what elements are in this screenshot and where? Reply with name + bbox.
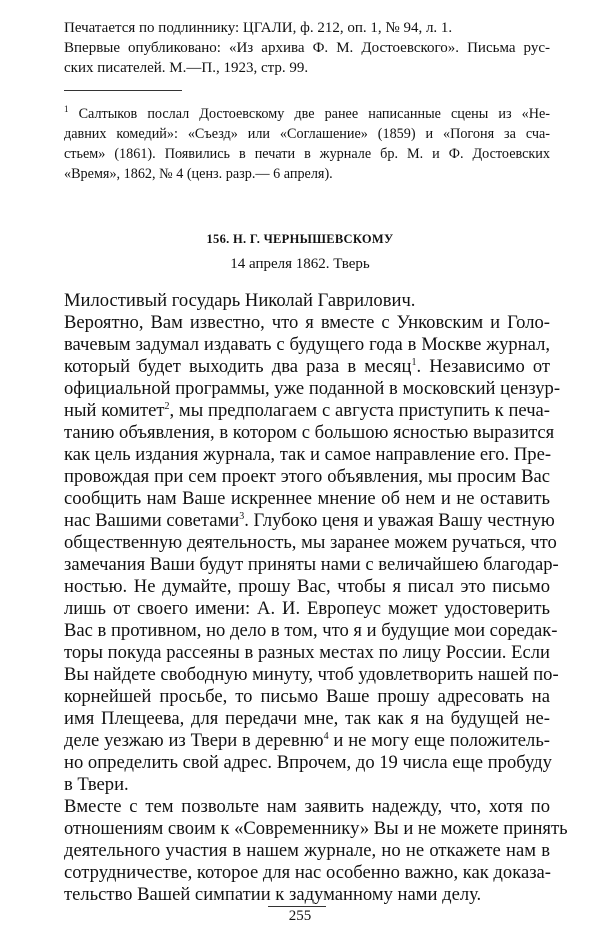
note-marker: 1: [411, 357, 417, 368]
letter-line: сообщить нам Ваше искреннее мнение об нем и не оставить: [64, 488, 550, 509]
letter-line: нас Вашими советами$^3$. Глубоко ценя и уважая Вашу честную: [64, 510, 555, 531]
letter-line: который будет выходить два раза в месяц$^1$. Независимо от: [64, 356, 551, 377]
note-marker: 4: [323, 731, 329, 742]
source-note-line-2: Впервые опубликовано: «Из архива Ф. М. Достоевского». Письма рус-: [64, 40, 550, 56]
letter-line: но определить свой адрес. Впрочем, до 19 числа еще пробуду: [64, 752, 552, 773]
footnote-separator: [64, 90, 182, 91]
footnote-line-1: [64, 106, 550, 123]
footnote-line-2: давних комедий»: «Съезд» или «Соглашение» (1859) и «Погоня за сча-: [64, 126, 550, 142]
letter-line: Вероятно, Вам известно, что я вместе с Унковским и Голо-: [64, 312, 550, 333]
footnote-line-3: стьем» (1861). Появились в печати в журнале бр. М. и Ф. Достоевских: [64, 146, 550, 162]
footnote-line-4: «Время», 1862, № 4 (ценз. разр.— 6 апреля).: [64, 166, 333, 182]
letter-line: деле уезжаю из Твери в деревню$^4$ и не могу еще положитель-: [64, 730, 550, 751]
letter-line: официальной программы, уже поданной в московский цензур-: [64, 378, 561, 399]
source-note-line-3: ских писателей. М.—П., 1923, стр. 99.: [64, 60, 309, 76]
letter-line: лишь от своего имени: А. И. Европеус может удостоверить: [64, 598, 550, 619]
letter-heading: 156. Н. Г. ЧЕРНЫШЕВСКОМУ: [206, 232, 394, 246]
letter-line: имя Плещеева, для передачи мне, так как я на будущей не-: [64, 708, 550, 729]
letter-line: замечания Ваши будут приняты нами с величайшею благодар-: [64, 554, 559, 575]
footnote-text: Салтыков послал Достоевскому две ранее написанные сцены из «Не-: [78, 106, 550, 122]
letter-line: вачевым задумал издавать с будущего года в Москве журнал,: [64, 334, 550, 355]
letter-line: торы покуда рассеяны в разных местах по лицу России. Если: [64, 642, 550, 663]
letter-line: ностью. Не думайте, прошу Вас, чтобы я писал это письмо: [64, 576, 550, 597]
letter-line: Вас в противном, но дело в том, что я и будущие мои соредак-: [64, 620, 558, 641]
letter-line: Вместе с тем позвольте нам заявить надежду, что, хотя по: [64, 796, 550, 817]
section-separator: [268, 906, 326, 907]
letter-salutation: Милостивый государь Николай Гаврилович.: [64, 290, 416, 311]
letter-line: Вы найдете свободную минуту, чтоб удовлетворить нашей по-: [64, 664, 559, 685]
source-note-line-1: Печатается по подлиннику: ЦГАЛИ, ф. 212, оп. 1, № 94, л. 1.: [64, 20, 453, 36]
letter-line: провождая при сем проект этого объявления, мы просим Вас: [64, 466, 550, 487]
letter-dateline: 14 апреля 1862. Тверь: [230, 256, 370, 272]
letter-line: как цель издания журнала, так и самое направление его. Пре-: [64, 444, 552, 465]
letter-line: танию объявления, в котором с большою ясностью выразится: [64, 422, 555, 443]
letter-line: тельство Вашей симпатии к задуманному нами делу.: [64, 884, 482, 905]
letter-line: в Твери.: [64, 774, 129, 795]
letter-line: ный комитет$^2$, мы предполагаем с августа приступить к печа-: [64, 400, 550, 421]
letter-line: корнейшей просьбе, то письмо Ваше прошу адресовать на: [64, 686, 550, 707]
footnote-marker: 1: [64, 104, 69, 114]
page-number: 255: [288, 908, 312, 924]
note-marker: 2: [164, 401, 170, 412]
letter-line: деятельного участия в нашем журнале, но не откажете нам в: [64, 840, 550, 861]
note-marker: 3: [239, 511, 245, 522]
letter-line: общественную деятельность, мы заранее можем ручаться, что: [64, 532, 557, 553]
letter-line: сотрудничестве, которое для нас особенно важно, как доказа-: [64, 862, 551, 883]
letter-line: отношениям своим к «Современнику» Вы и не можете принять: [64, 818, 568, 839]
